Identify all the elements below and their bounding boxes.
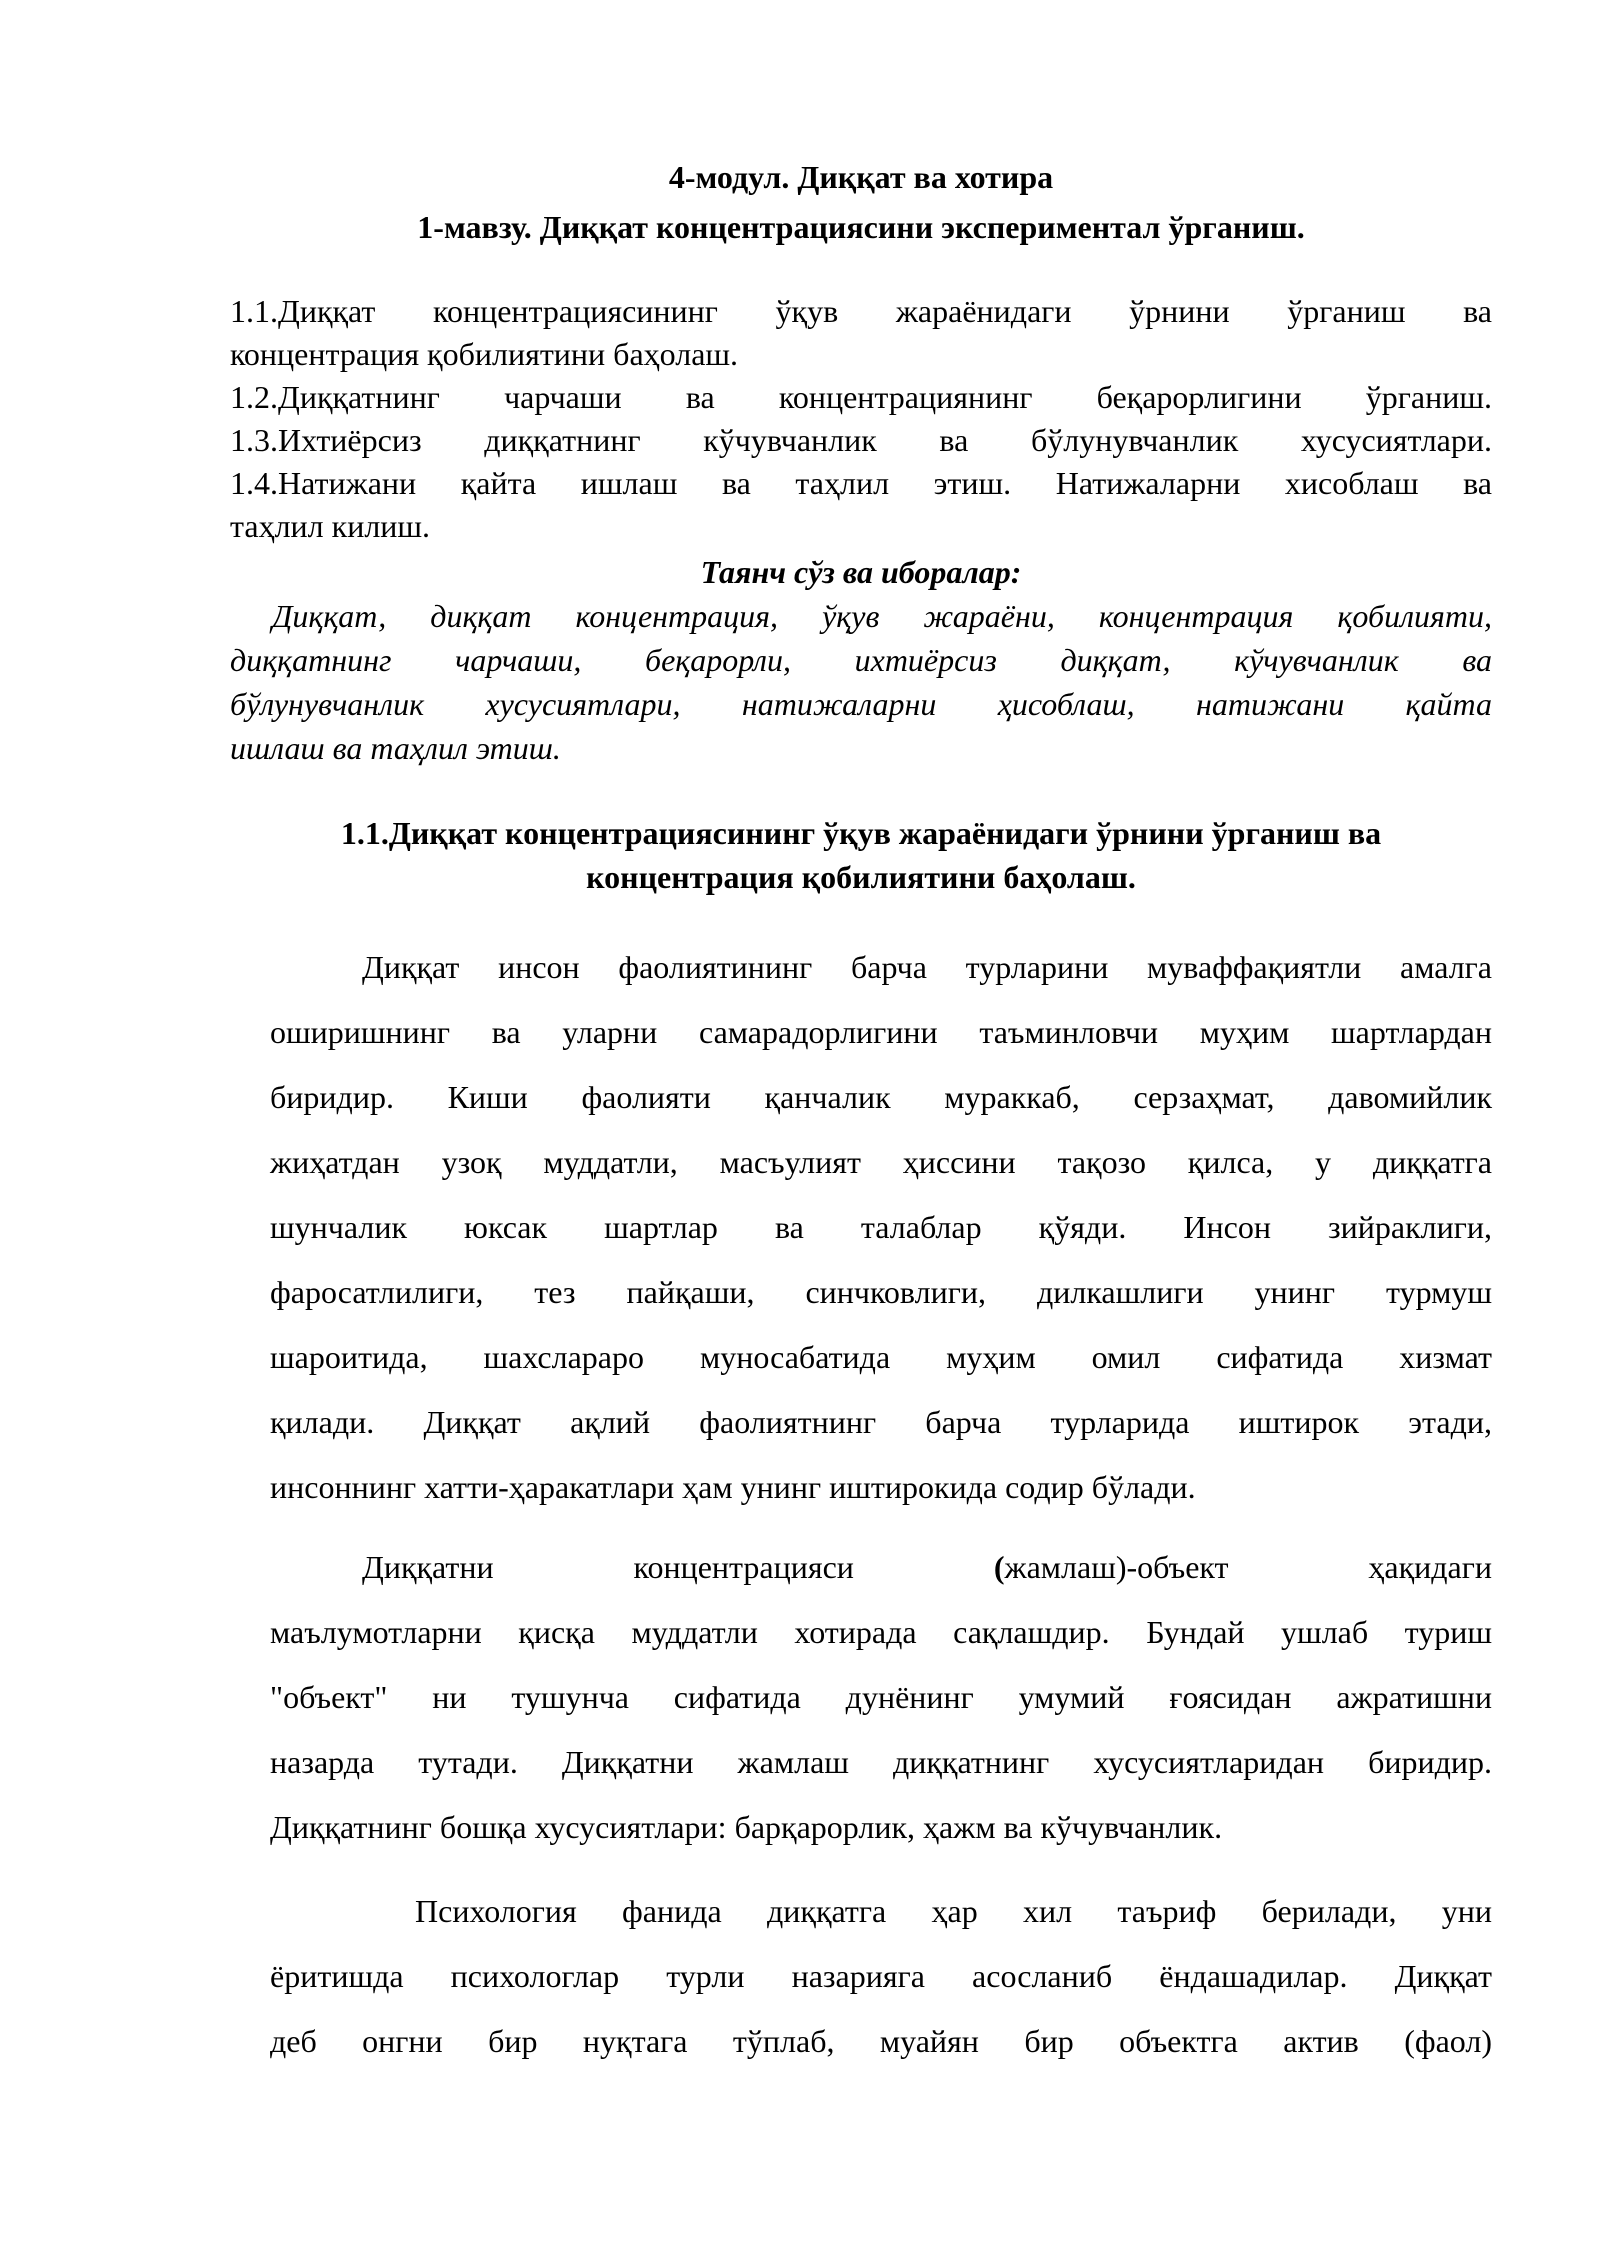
- paragraph-line: шароитида, шахслараро муносабатида муҳим омил сифатида хизмат: [270, 1339, 1492, 1375]
- paragraph-line: фаросатлилиги, тез пайқаши, синчковлиги, дилкашлиги унинг турмуш: [270, 1274, 1492, 1310]
- paragraph-line: ёритишда психологлар турли назарияга асосланиб ёндашадилар. Диққат: [270, 1958, 1492, 1994]
- paragraph-line: инсоннинг хатти-ҳаракатлари ҳам унинг иштирокида содир бўлади.: [270, 1469, 1196, 1505]
- paragraph-text: Диққатни концентрацияси: [362, 1549, 854, 1585]
- keywords-line: ишлаш ва таҳлил этиш.: [230, 730, 561, 766]
- topic-line: концентрация қобилиятини баҳолаш.: [230, 336, 739, 372]
- topic-line: таҳлил килиш.: [230, 508, 431, 544]
- section-heading-line: 1.1.Диққат концентрациясининг ўқув жараёнидаги ўрнини ўрганиш ва: [340, 815, 1382, 851]
- paragraph-line: деб онгни бир нуқтага тўплаб, муайян бир объектга актив (фаол): [270, 2023, 1492, 2059]
- paragraph-line: қилади. Диққат ақлий фаолиятнинг барча турларида иштирок этади,: [270, 1404, 1492, 1440]
- keywords-line: бўлунувчанлик хусусиятлари, натижаларни ҳисоблаш, натижани қайта: [230, 686, 1492, 722]
- keywords-heading: Таянч сўз ва иборалар:: [700, 554, 1022, 590]
- section-heading-line: концентрация қобилиятини баҳолаш.: [586, 859, 1136, 895]
- topic-line: 1.3.Ихтиёрсиз диққатнинг кўчувчанлик ва бўлунувчанлик хусусиятлари.: [230, 422, 1492, 458]
- paragraph-2: [270, 1535, 1492, 1860]
- keywords-line: диққатнинг чарчаши, беқарорли, ихтиёрсиз диққат, кўчувчанлик ва: [230, 642, 1492, 678]
- paragraph-line: биридир. Киши фаолияти қанчалик мураккаб, серзаҳмат, давомийлик: [270, 1079, 1492, 1115]
- topic-line: 1.4.Натижани қайта ишлаш ва таҳлил этиш. Натижаларни хисоблаш ва: [230, 465, 1492, 501]
- paragraph-line: Диққат инсон фаолиятининг барча турларини муваффақиятли амалга: [362, 949, 1492, 985]
- paragraph-text: (: [993, 1549, 1005, 1585]
- paragraph-line: оширишнинг ва уларни самарадорлигини таъминловчи муҳим шартлардан: [270, 1014, 1492, 1050]
- topic-title: 1-мавзу. Диққат концентрациясини экспериментал ўрганиш.: [417, 209, 1305, 245]
- section-heading: [230, 811, 1492, 899]
- paragraph-line: шунчалик юксак шартлар ва талаблар қўяди. Инсон зийраклиги,: [270, 1209, 1492, 1245]
- topics-list: [230, 290, 1492, 548]
- paragraph-line: назарда тутади. Диққатни жамлаш диққатнинг хусусиятларидан биридир.: [270, 1744, 1492, 1780]
- topic-line: 1.1.Диққат концентрациясининг ўқув жараёнидаги ўрнини ўрганиш ва: [230, 293, 1492, 329]
- paragraph-line: Психология фанида диққатга ҳар хил таъриф берилади, уни: [415, 1893, 1492, 1929]
- paragraph-line: маълумотларни қисқа муддатли хотирада сақлашдир. Бундай ушлаб туриш: [270, 1614, 1492, 1650]
- topic-line: 1.2.Диққатнинг чарчаши ва концентрациянинг беқарорлигини ўрганиш.: [230, 379, 1492, 415]
- paragraph-line: [270, 1535, 1492, 1600]
- keywords-text: [230, 594, 1492, 770]
- keywords-line: Диққат, диққат концентрация, ўқув жараёни, концентрация қобилияти,: [272, 598, 1492, 634]
- paragraph-3: [270, 1879, 1492, 2074]
- paragraph-line: жиҳатдан узоқ муддатли, масъулият ҳиссини тақозо қилса, у диққатга: [270, 1144, 1492, 1180]
- module-title: 4-модул. Диққат ва хотира: [668, 159, 1054, 195]
- paragraph-text: жамлаш)-объект ҳақидаги: [1004, 1549, 1492, 1585]
- paragraph-line: Диққатнинг бошқа хусусиятлари: барқарорлик, ҳажм ва кўчувчанлик.: [270, 1809, 1223, 1845]
- paragraph-line: "объект" ни тушунча сифатида дунёнинг умумий ғоясидан ажратишни: [270, 1679, 1492, 1715]
- paragraph-1: [270, 935, 1492, 1520]
